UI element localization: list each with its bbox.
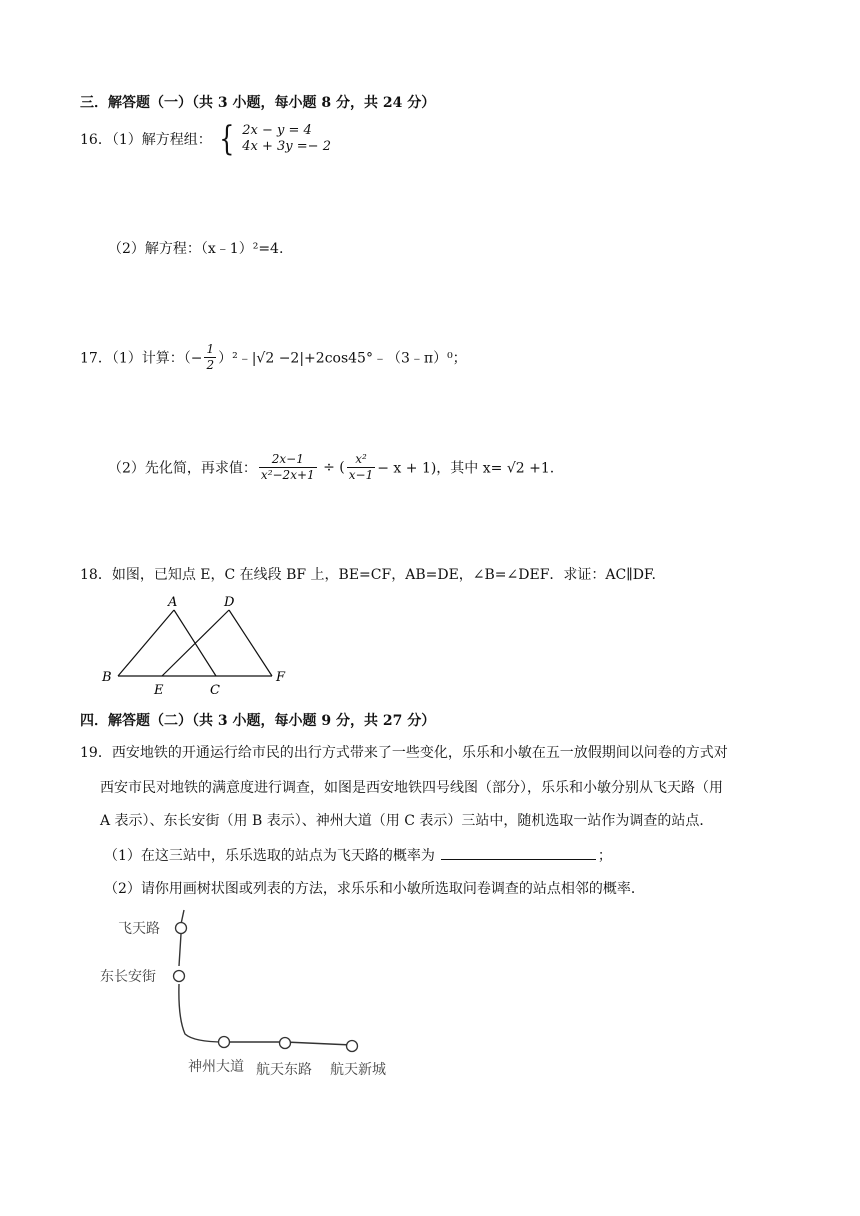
question-19-part-1 <box>104 845 612 865</box>
fraction-2 <box>347 452 375 483</box>
answer-blank <box>441 845 596 860</box>
label-c: C <box>210 683 220 698</box>
question-19-line-3: A 表示）、东长安街（用 B 表示）、神州大道（用 C 表示）三站中，随机选取一站作为调查的站点． <box>100 813 714 829</box>
metro-line-map <box>90 906 420 1086</box>
q19-p1-end: ； <box>597 848 612 864</box>
station-marker-2 <box>174 971 185 982</box>
station-label-4: 航天东路 <box>256 1062 312 1078</box>
divide-symbol: ÷ ( <box>323 459 345 476</box>
label-b: B <box>102 670 112 685</box>
question-17-part-2 <box>108 452 554 483</box>
frac1-numerator: 2x−1 <box>259 452 317 468</box>
frac2-denominator: x−1 <box>348 468 374 482</box>
left-brace-icon: { <box>219 119 235 159</box>
q17-p1-prefix: 17．（1）计算：（− <box>80 350 203 367</box>
q19-p1-text: （1）在这三站中，乐乐选取的站点为飞天路的概率为 <box>104 848 435 864</box>
station-marker-4 <box>280 1038 291 1049</box>
station-marker-3 <box>219 1037 230 1048</box>
station-label-3: 神州大道 <box>188 1059 244 1075</box>
equation-1: 2x − y = 4 <box>242 123 312 138</box>
segment-ed <box>162 610 229 676</box>
question-19-line-1: 19．西安地铁的开通运行给市民的出行方式带来了一些变化，乐乐和小敏在五一放假期间以问卷的方式对 <box>80 745 728 761</box>
section-4-heading: 四．解答题（二）（共 3 小题，每小题 9 分，共 27 分） <box>80 713 436 729</box>
section-3-heading: 三．解答题（一）（共 3 小题，每小题 8 分，共 24 分） <box>80 95 436 111</box>
q16-p1-prefix: 16．（1）解方程组： <box>80 132 212 148</box>
equation-system <box>216 119 331 159</box>
question-16-part-1 <box>80 119 331 159</box>
label-a: A <box>168 595 178 610</box>
fraction-one-half <box>204 342 216 373</box>
q17-p2-prefix: （2）先化简，再求值： <box>108 460 257 477</box>
q17-p1-rest: ）²﹣|√2 −2|+2cos45°﹣（3﹣π）⁰； <box>218 350 467 367</box>
label-e: E <box>154 683 164 698</box>
question-17-part-1 <box>80 342 467 373</box>
station-label-2: 东长安街 <box>100 969 156 985</box>
fraction-1 <box>259 452 317 483</box>
segment-df <box>229 610 272 676</box>
triangle-figure <box>96 590 306 700</box>
equation-2: 4x + 3y =− 2 <box>242 139 331 154</box>
question-19-line-2: 西安市民对地铁的满意度进行调查，如图是西安地铁四号线图（部分），乐乐和小敏分别从飞天路（用 <box>100 780 723 796</box>
q17-p2-mid: − x + 1)，其中 x= √2 +1. <box>377 460 555 477</box>
frac-denominator: 2 <box>206 358 215 372</box>
station-label-5: 航天新城 <box>330 1062 386 1078</box>
segment-ab <box>118 610 174 676</box>
frac1-denominator: x²−2x+1 <box>260 468 315 482</box>
metro-route-line <box>179 910 352 1045</box>
station-marker-1 <box>176 923 187 934</box>
question-18: 18．如图，已知点 E，C 在线段 BF 上，BE=CF，AB=DE，∠B=∠DEF．求证：AC∥DF. <box>80 567 656 583</box>
question-16-part-2: （2）解方程：（x﹣1）²=4. <box>108 241 284 257</box>
label-f: F <box>276 670 286 685</box>
frac2-numerator: x² <box>347 452 375 468</box>
question-19-part-2: （2）请你用画树状图或列表的方法，求乐乐和小敏所选取问卷调查的站点相邻的概率． <box>104 881 645 897</box>
station-marker-5 <box>347 1041 358 1052</box>
station-label-1: 飞天路 <box>118 921 160 937</box>
frac-numerator: 1 <box>206 342 215 356</box>
label-d: D <box>224 595 235 610</box>
